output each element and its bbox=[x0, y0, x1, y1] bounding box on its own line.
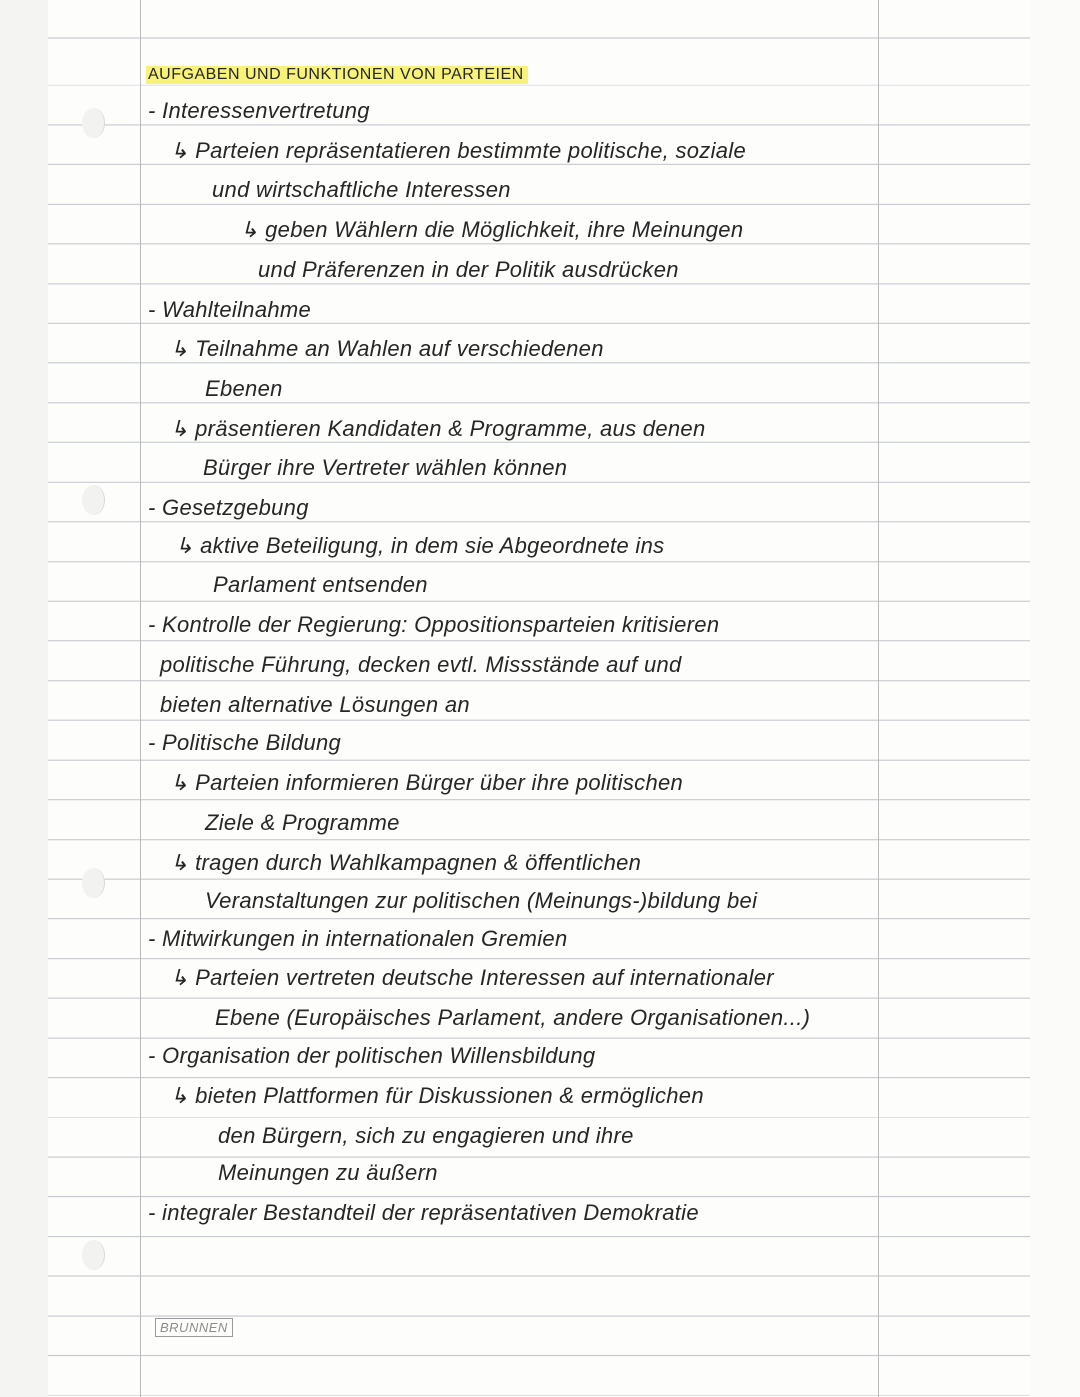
punch-hole bbox=[82, 1240, 105, 1270]
heading-line: - Politische Bildung bbox=[148, 730, 342, 755]
note-line: politische Führung, decken evtl. Missstände auf und bbox=[160, 652, 682, 677]
heading-line: - Interessenvertretung bbox=[148, 98, 370, 123]
left-margin-line bbox=[140, 0, 141, 1397]
punch-hole bbox=[82, 868, 105, 898]
note-line: ↳ Teilnahme an Wahlen auf verschiedenen bbox=[170, 336, 604, 361]
punch-hole bbox=[82, 485, 105, 515]
heading-line: - Gesetzgebung bbox=[148, 495, 309, 520]
note-line: ↳ geben Wählern die Möglichkeit, ihre Meinungen bbox=[240, 217, 744, 242]
note-line: und Präferenzen in der Politik ausdrücken bbox=[258, 257, 679, 282]
note-line: Veranstaltungen zur politischen (Meinungs-)bildung bei bbox=[205, 888, 758, 913]
note-line: ↳ präsentieren Kandidaten & Programme, aus denen bbox=[170, 416, 706, 441]
note-line: Meinungen zu äußern bbox=[218, 1160, 438, 1185]
note-line: ↳ Parteien repräsentatieren bestimmte politische, soziale bbox=[170, 138, 747, 163]
note-line: Ziele & Programme bbox=[205, 810, 400, 835]
note-line: Ebenen bbox=[205, 376, 283, 401]
right-margin-line bbox=[878, 0, 879, 1397]
note-line: ↳ tragen durch Wahlkampagnen & öffentlichen bbox=[170, 850, 642, 875]
note-line: und wirtschaftliche Interessen bbox=[212, 177, 511, 202]
note-line: ↳ Parteien vertreten deutsche Interessen auf internationaler bbox=[170, 965, 774, 990]
note-line: ↳ Parteien informieren Bürger über ihre politischen bbox=[170, 770, 684, 795]
heading-line: - Organisation der politischen Willensbildung bbox=[148, 1043, 596, 1068]
note-line: den Bürgern, sich zu engagieren und ihre bbox=[218, 1123, 634, 1148]
page-edge bbox=[0, 0, 48, 1397]
heading-line: - Wahlteilnahme bbox=[148, 297, 312, 322]
note-line: Ebene (Europäisches Parlament, andere Organisationen...) bbox=[215, 1005, 811, 1030]
heading-line: - integraler Bestandteil der repräsentativen Demokratie bbox=[148, 1200, 699, 1225]
heading-line: - Kontrolle der Regierung: Oppositionsparteien kritisieren bbox=[148, 612, 720, 637]
punch-hole bbox=[82, 108, 105, 138]
note-line: ↳ bieten Plattformen für Diskussionen & ermöglichen bbox=[170, 1083, 704, 1108]
note-line: Parlament entsenden bbox=[213, 572, 428, 597]
note-line: Bürger ihre Vertreter wählen können bbox=[203, 455, 568, 480]
brand-logo: BRUNNEN bbox=[155, 1318, 233, 1337]
note-line: ↳ aktive Beteiligung, in dem sie Abgeordnete ins bbox=[175, 533, 665, 558]
note-line: bieten alternative Lösungen an bbox=[160, 692, 470, 717]
page-title: AUFGABEN UND FUNKTIONEN VON PARTEIEN bbox=[146, 66, 528, 84]
heading-line: - Mitwirkungen in internationalen Gremien bbox=[148, 926, 568, 951]
